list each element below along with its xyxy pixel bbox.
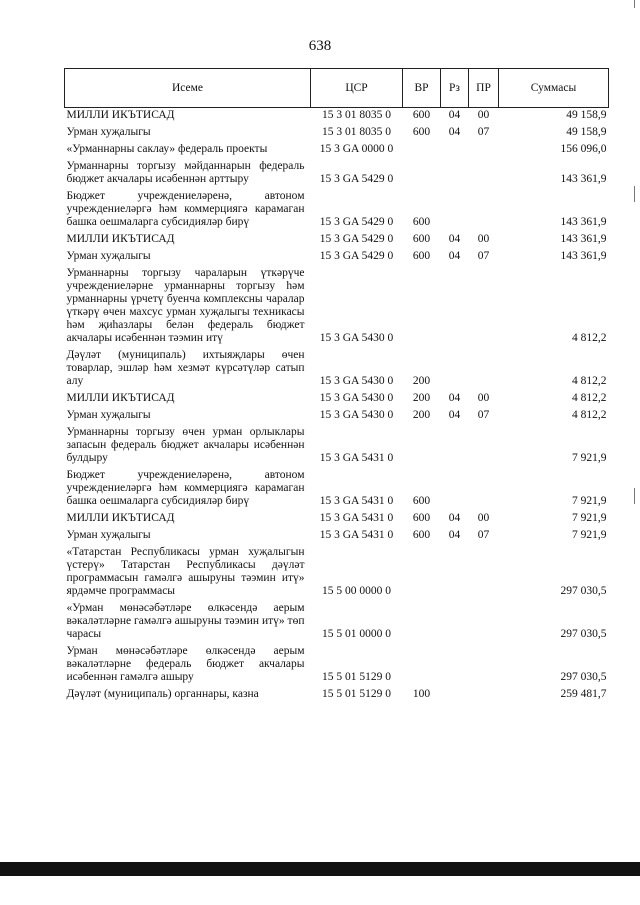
cell-vr <box>403 142 441 159</box>
cell-rz <box>441 142 469 159</box>
cell-vr: 600 <box>412 109 431 121</box>
cell-sum: 49 158,9 <box>566 126 607 138</box>
cell-rz: 04 <box>448 109 461 121</box>
cell-sum: 7 921,9 <box>572 529 607 541</box>
cell-csr: 15 5 01 0000 0 <box>322 628 391 640</box>
cell-csr: 15 3 GA 5431 0 <box>319 495 394 507</box>
cell-pr: 07 <box>477 250 490 262</box>
table-row <box>65 545 609 601</box>
scan-edge-mark <box>634 0 635 8</box>
cell-csr: 15 3 GA 5430 0 <box>319 375 394 387</box>
scan-edge-mark <box>634 488 635 504</box>
cell-sum: 297 030,5 <box>560 671 607 683</box>
cell-csr: 15 3 GA 5431 0 <box>319 512 394 524</box>
table-row <box>65 601 609 644</box>
cell-rz <box>441 189 469 232</box>
cell-pr <box>469 545 499 601</box>
cell-rz <box>441 425 469 468</box>
cell-csr: 15 3 GA 5429 0 <box>319 173 394 185</box>
cell-csr: 15 3 GA 5430 0 <box>319 409 394 421</box>
scan-bottom-bar <box>0 862 640 876</box>
cell-name: МИЛЛИ ИКЪТИСАД <box>66 109 175 121</box>
table-row <box>65 348 609 391</box>
cell-sum: 297 030,5 <box>560 585 607 597</box>
cell-vr: 600 <box>412 512 431 524</box>
cell-sum: 4 812,2 <box>572 332 607 344</box>
cell-sum: 4 812,2 <box>572 375 607 387</box>
cell-rz <box>441 601 469 644</box>
cell-name: «Татарстан Республикасы урман хуҗалыгын үстерү» Татарстан Республикасы дәүләт программасын гамәлгә ашыруны тәэмин итү» ярдәмче программасы <box>66 546 305 597</box>
cell-rz <box>441 545 469 601</box>
cell-vr: 600 <box>412 250 431 262</box>
cell-vr: 200 <box>412 409 431 421</box>
cell-csr: 15 3 01 8035 0 <box>322 109 391 121</box>
cell-sum: 143 361,9 <box>560 173 607 185</box>
cell-pr <box>469 348 499 391</box>
cell-name: Урманнарны торгызу чараларын үткәрүче учреждениеләрне урманнарны торгызу һәм урманнарны үрчетү буенча комплексны чаралар үткәрү өчен махсус урман хуҗалыгы техникасы һәм җиһазлары белән федераль бюджет акчалары исәбеннән тәэмин итү <box>66 267 305 344</box>
cell-pr: 00 <box>477 233 490 245</box>
cell-name: Дәүләт (муниципаль) органнары, казна <box>66 688 259 700</box>
cell-name: МИЛЛИ ИКЪТИСАД <box>66 233 175 245</box>
table-row <box>65 249 609 266</box>
table-row <box>65 468 609 511</box>
cell-csr: 15 3 GA 5429 0 <box>319 250 394 262</box>
cell-rz <box>441 468 469 511</box>
cell-name: Урман хуҗалыгы <box>66 409 151 421</box>
cell-csr: 15 3 GA 5429 0 <box>319 233 394 245</box>
cell-pr: 00 <box>477 392 490 404</box>
table-row <box>65 232 609 249</box>
cell-vr <box>403 266 441 348</box>
cell-rz <box>441 159 469 189</box>
cell-sum: 49 158,9 <box>566 109 607 121</box>
cell-rz: 04 <box>448 392 461 404</box>
cell-sum: 143 361,9 <box>560 250 607 262</box>
cell-rz: 04 <box>448 250 461 262</box>
header-name: Исеме <box>65 69 311 108</box>
cell-sum: 143 361,9 <box>560 233 607 245</box>
cell-vr <box>403 159 441 189</box>
table-row <box>65 528 609 545</box>
cell-name: МИЛЛИ ИКЪТИСАД <box>66 392 175 404</box>
cell-pr <box>469 159 499 189</box>
header-row <box>65 69 609 108</box>
cell-pr: 00 <box>477 109 490 121</box>
cell-name: Урманнарны торгызу өчен урман орлыклары запасын федераль бюджет акчалары исәбеннән булдыру <box>66 426 305 464</box>
cell-rz: 04 <box>448 409 461 421</box>
cell-vr: 600 <box>412 126 431 138</box>
cell-sum: 297 030,5 <box>560 628 607 640</box>
cell-pr <box>469 687 499 704</box>
cell-csr: 15 3 GA 0000 0 <box>319 143 394 155</box>
table-row <box>65 511 609 528</box>
table-row <box>65 108 609 126</box>
cell-name: Урманнарны торгызу мәйданнарын федераль бюджет акчалары исәбеннән арттыру <box>66 160 305 185</box>
header-rz: Рз <box>441 69 469 108</box>
budget-table-container <box>64 68 608 704</box>
cell-vr <box>403 601 441 644</box>
cell-pr <box>469 468 499 511</box>
cell-pr <box>469 425 499 468</box>
cell-sum: 4 812,2 <box>572 392 607 404</box>
cell-vr <box>403 545 441 601</box>
cell-pr: 00 <box>477 512 490 524</box>
header-pr: ПР <box>469 69 499 108</box>
cell-csr: 15 3 GA 5430 0 <box>319 332 394 344</box>
cell-vr: 600 <box>412 233 431 245</box>
cell-name: Дәүләт (муниципаль) ихтыяҗлары өчен товарлар, эшләр һәм хезмәт күрсәтүләр сатып алу <box>66 349 305 387</box>
cell-pr: 07 <box>477 529 490 541</box>
table-row <box>65 189 609 232</box>
table-row <box>65 125 609 142</box>
cell-csr: 15 5 01 5129 0 <box>322 671 391 683</box>
cell-pr <box>469 189 499 232</box>
cell-name: Урман хуҗалыгы <box>66 529 151 541</box>
cell-rz: 04 <box>448 529 461 541</box>
table-row <box>65 266 609 348</box>
header-sum: Суммасы <box>499 69 609 108</box>
cell-pr <box>469 601 499 644</box>
cell-pr: 07 <box>477 126 490 138</box>
cell-rz <box>441 348 469 391</box>
table-row <box>65 687 609 704</box>
cell-rz <box>441 266 469 348</box>
cell-name: Бюджет учреждениеләренә, автоном учреждениеләргә һәм коммерциягә карамаган башка оешмаларга субсидияләр бирү <box>66 190 305 228</box>
cell-pr <box>469 266 499 348</box>
cell-csr: 15 3 GA 5430 0 <box>319 392 394 404</box>
table-row <box>65 159 609 189</box>
cell-sum: 143 361,9 <box>560 216 607 228</box>
cell-name: Бюджет учреждениеләренә, автоном учреждениеләргә һәм коммерциягә карамаган башка оешмаларга субсидияләр бирү <box>66 469 305 507</box>
table-body <box>65 108 609 705</box>
table-row <box>65 408 609 425</box>
cell-name: «Урман мөнәсәбәтләре өлкәсендә аерым вәкаләтләрне гамәлгә ашыруны тәэмин итү» төп чарасы <box>66 602 305 640</box>
page-number: 638 <box>308 38 332 54</box>
header-vr: ВР <box>403 69 441 108</box>
cell-vr: 200 <box>412 392 431 404</box>
cell-pr <box>469 644 499 687</box>
cell-vr: 200 <box>412 375 431 387</box>
cell-csr: 15 3 GA 5431 0 <box>319 452 394 464</box>
cell-rz <box>441 644 469 687</box>
cell-name: Урман мөнәсәбәтләре өлкәсендә аерым вәкаләтләрне федераль бюджет акчалары исәбеннән гамәлгә ашыру <box>66 645 305 683</box>
cell-pr <box>469 142 499 159</box>
cell-sum: 4 812,2 <box>572 409 607 421</box>
header-csr: ЦСР <box>311 69 403 108</box>
cell-pr: 07 <box>477 409 490 421</box>
table-row <box>65 425 609 468</box>
table-row <box>65 142 609 159</box>
cell-sum: 7 921,9 <box>572 452 607 464</box>
cell-name: Урман хуҗалыгы <box>66 126 151 138</box>
cell-csr: 15 3 01 8035 0 <box>322 126 391 138</box>
cell-rz: 04 <box>448 233 461 245</box>
cell-name: «Урманнарны саклау» федераль проекты <box>66 143 268 155</box>
cell-sum: 156 096,0 <box>560 143 607 155</box>
cell-csr: 15 3 GA 5431 0 <box>319 529 394 541</box>
scan-edge-mark <box>634 186 635 202</box>
budget-table <box>64 68 609 704</box>
cell-sum: 259 481,7 <box>560 688 607 700</box>
table-row <box>65 391 609 408</box>
cell-vr: 600 <box>412 216 431 228</box>
cell-csr: 15 3 GA 5429 0 <box>319 216 394 228</box>
cell-sum: 7 921,9 <box>572 512 607 524</box>
cell-vr: 600 <box>412 495 431 507</box>
cell-sum: 7 921,9 <box>572 495 607 507</box>
cell-name: МИЛЛИ ИКЪТИСАД <box>66 512 175 524</box>
cell-rz: 04 <box>448 512 461 524</box>
cell-vr: 100 <box>412 688 431 700</box>
cell-vr <box>403 644 441 687</box>
cell-name: Урман хуҗалыгы <box>66 250 151 262</box>
cell-rz <box>441 687 469 704</box>
table-header <box>65 69 609 108</box>
cell-vr <box>403 425 441 468</box>
cell-csr: 15 5 01 5129 0 <box>322 688 391 700</box>
cell-vr: 600 <box>412 529 431 541</box>
cell-rz: 04 <box>448 126 461 138</box>
table-row <box>65 644 609 687</box>
cell-csr: 15 5 00 0000 0 <box>322 585 391 597</box>
